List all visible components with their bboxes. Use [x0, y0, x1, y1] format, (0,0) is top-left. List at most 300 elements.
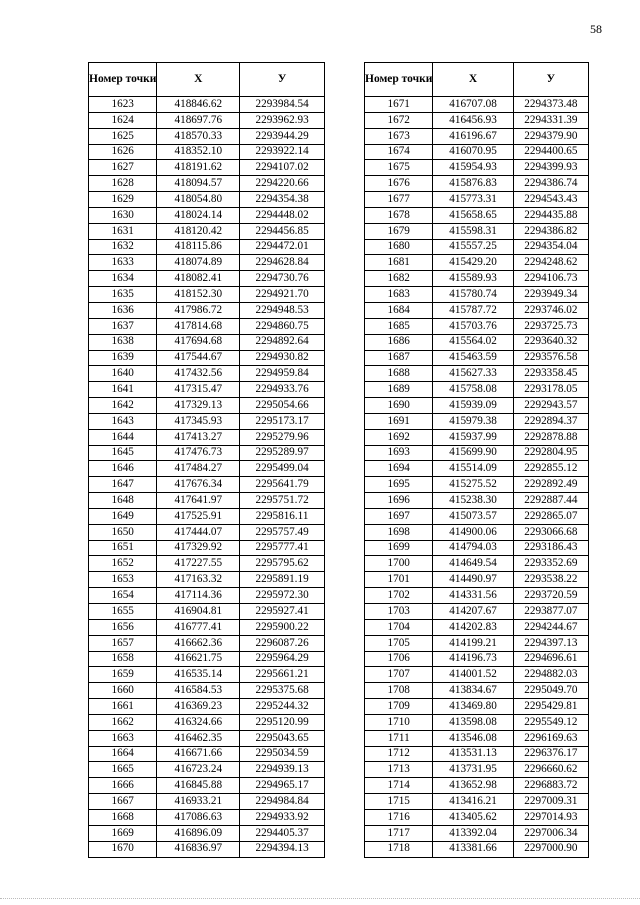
point-number-cell: 1642: [89, 398, 157, 414]
table-row: [365, 572, 589, 588]
y-coordinate-cell: 2294354.38: [240, 192, 325, 208]
y-coordinate-cell: 2295244.32: [240, 699, 325, 715]
table-row: [365, 778, 589, 794]
point-number-cell: 1709: [365, 699, 433, 715]
point-number-cell: 1671: [365, 97, 433, 113]
y-coordinate-cell: 2295049.70: [513, 683, 588, 699]
x-coordinate-cell: 416707.08: [433, 97, 513, 113]
point-number-cell: 1634: [89, 271, 157, 287]
y-coordinate-cell: 2293538.22: [513, 572, 588, 588]
header-x: Х: [157, 63, 240, 97]
x-coordinate-cell: 416070.95: [433, 144, 513, 160]
x-coordinate-cell: 415557.25: [433, 239, 513, 255]
y-coordinate-cell: 2294456.85: [240, 223, 325, 239]
point-number-cell: 1690: [365, 398, 433, 414]
y-coordinate-cell: 2294400.65: [513, 144, 588, 160]
point-number-cell: 1700: [365, 556, 433, 572]
y-coordinate-cell: 2294860.75: [240, 318, 325, 334]
table-row: [365, 651, 589, 667]
y-coordinate-cell: 2294959.84: [240, 366, 325, 382]
point-number-cell: 1683: [365, 287, 433, 303]
y-coordinate-cell: 2295972.30: [240, 588, 325, 604]
table-row: [365, 540, 589, 556]
table-row: [365, 588, 589, 604]
table-row: [89, 604, 325, 620]
x-coordinate-cell: 416324.66: [157, 714, 240, 730]
y-coordinate-cell: 2292943.57: [513, 398, 588, 414]
x-coordinate-cell: 416456.93: [433, 112, 513, 128]
point-number-cell: 1636: [89, 302, 157, 318]
y-coordinate-cell: 2295429.81: [513, 699, 588, 715]
point-number-cell: 1631: [89, 223, 157, 239]
point-number-cell: 1629: [89, 192, 157, 208]
y-coordinate-cell: 2297009.31: [513, 794, 588, 810]
y-coordinate-cell: 2295034.59: [240, 746, 325, 762]
y-coordinate-cell: 2295964.29: [240, 651, 325, 667]
x-coordinate-cell: 415463.59: [433, 350, 513, 366]
point-number-cell: 1667: [89, 794, 157, 810]
x-coordinate-cell: 416584.53: [157, 683, 240, 699]
table-row: [89, 366, 325, 382]
x-coordinate-cell: 413834.67: [433, 683, 513, 699]
table-row: [89, 794, 325, 810]
y-coordinate-cell: 2297000.90: [513, 841, 588, 857]
x-coordinate-cell: 416933.21: [157, 794, 240, 810]
point-number-cell: 1705: [365, 635, 433, 651]
point-number-cell: 1654: [89, 588, 157, 604]
table-row: [89, 160, 325, 176]
table-row: [365, 493, 589, 509]
x-coordinate-cell: 414207.67: [433, 604, 513, 620]
y-coordinate-cell: 2296883.72: [513, 778, 588, 794]
table-row: [89, 809, 325, 825]
x-coordinate-cell: 415954.93: [433, 160, 513, 176]
y-coordinate-cell: 2294696.61: [513, 651, 588, 667]
y-coordinate-cell: 2292894.37: [513, 413, 588, 429]
table-row: [89, 128, 325, 144]
x-coordinate-cell: 417329.92: [157, 540, 240, 556]
table-row: [89, 318, 325, 334]
x-coordinate-cell: 413469.80: [433, 699, 513, 715]
point-number-cell: 1712: [365, 746, 433, 762]
y-coordinate-cell: 2295900.22: [240, 619, 325, 635]
y-coordinate-cell: 2294106.73: [513, 271, 588, 287]
point-number-cell: 1625: [89, 128, 157, 144]
table-row: [365, 619, 589, 635]
x-coordinate-cell: 414649.54: [433, 556, 513, 572]
x-coordinate-cell: 415780.74: [433, 287, 513, 303]
point-number-cell: 1658: [89, 651, 157, 667]
point-number-cell: 1623: [89, 97, 157, 113]
y-coordinate-cell: 2294933.76: [240, 382, 325, 398]
table-row: [89, 588, 325, 604]
point-number-cell: 1673: [365, 128, 433, 144]
point-number-cell: 1681: [365, 255, 433, 271]
y-coordinate-cell: 2296660.62: [513, 762, 588, 778]
table-row: [365, 841, 589, 857]
point-number-cell: 1682: [365, 271, 433, 287]
x-coordinate-cell: 415589.93: [433, 271, 513, 287]
point-number-cell: 1692: [365, 429, 433, 445]
y-coordinate-cell: 2293746.02: [513, 302, 588, 318]
table-row: [89, 207, 325, 223]
point-number-cell: 1714: [365, 778, 433, 794]
point-number-cell: 1643: [89, 413, 157, 429]
table-row: [89, 144, 325, 160]
y-coordinate-cell: 2292887.44: [513, 493, 588, 509]
x-coordinate-cell: 416369.23: [157, 699, 240, 715]
x-coordinate-cell: 415699.90: [433, 445, 513, 461]
table-row: [89, 223, 325, 239]
coordinates-table-right: [364, 62, 589, 858]
table-row: [365, 144, 589, 160]
y-coordinate-cell: 2294220.66: [240, 176, 325, 192]
x-coordinate-cell: 414900.06: [433, 524, 513, 540]
y-coordinate-cell: 2294730.76: [240, 271, 325, 287]
x-coordinate-cell: 417525.91: [157, 508, 240, 524]
x-coordinate-cell: 414331.56: [433, 588, 513, 604]
table-row: [365, 366, 589, 382]
point-number-cell: 1659: [89, 667, 157, 683]
point-number-cell: 1655: [89, 604, 157, 620]
y-coordinate-cell: 2294965.17: [240, 778, 325, 794]
table-row: [89, 651, 325, 667]
x-coordinate-cell: 413405.62: [433, 809, 513, 825]
y-coordinate-cell: 2294354.04: [513, 239, 588, 255]
y-coordinate-cell: 2294331.39: [513, 112, 588, 128]
table-row: [89, 493, 325, 509]
point-number-cell: 1656: [89, 619, 157, 635]
x-coordinate-cell: 413531.13: [433, 746, 513, 762]
page-number: 58: [590, 22, 602, 36]
table-row: [365, 635, 589, 651]
y-coordinate-cell: 2293949.34: [513, 287, 588, 303]
y-coordinate-cell: 2295054.66: [240, 398, 325, 414]
point-number-cell: 1664: [89, 746, 157, 762]
x-coordinate-cell: 413546.08: [433, 730, 513, 746]
y-coordinate-cell: 2294472.01: [240, 239, 325, 255]
table-row: [365, 461, 589, 477]
y-coordinate-cell: 2292865.07: [513, 508, 588, 524]
table-row: [89, 445, 325, 461]
x-coordinate-cell: 415939.09: [433, 398, 513, 414]
y-coordinate-cell: 2294379.90: [513, 128, 588, 144]
table-row: [365, 683, 589, 699]
x-coordinate-cell: 415429.20: [433, 255, 513, 271]
x-coordinate-cell: 417227.55: [157, 556, 240, 572]
y-coordinate-cell: 2295757.49: [240, 524, 325, 540]
table-header-row: [89, 63, 325, 97]
x-coordinate-cell: 415275.52: [433, 477, 513, 493]
table-row: [365, 271, 589, 287]
y-coordinate-cell: 2294397.13: [513, 635, 588, 651]
x-coordinate-cell: 417544.67: [157, 350, 240, 366]
table-row: [89, 778, 325, 794]
point-number-cell: 1684: [365, 302, 433, 318]
x-coordinate-cell: 416896.09: [157, 825, 240, 841]
table-row: [89, 841, 325, 857]
x-coordinate-cell: 417163.32: [157, 572, 240, 588]
table-row: [89, 271, 325, 287]
table-row: [365, 176, 589, 192]
point-number-cell: 1711: [365, 730, 433, 746]
table-row: [365, 239, 589, 255]
x-coordinate-cell: 416535.14: [157, 667, 240, 683]
x-coordinate-cell: 415937.99: [433, 429, 513, 445]
point-number-cell: 1638: [89, 334, 157, 350]
table-header-row: [365, 63, 589, 97]
x-coordinate-cell: 416723.24: [157, 762, 240, 778]
table-row: [365, 318, 589, 334]
table-row: [365, 746, 589, 762]
table-row: [89, 176, 325, 192]
point-number-cell: 1707: [365, 667, 433, 683]
point-number-cell: 1665: [89, 762, 157, 778]
table-row: [89, 556, 325, 572]
table-row: [89, 350, 325, 366]
y-coordinate-cell: 2294386.82: [513, 223, 588, 239]
table-row: [365, 556, 589, 572]
point-number-cell: 1653: [89, 572, 157, 588]
x-coordinate-cell: 415238.30: [433, 493, 513, 509]
table-row: [89, 112, 325, 128]
y-coordinate-cell: 2295120.99: [240, 714, 325, 730]
x-coordinate-cell: 417476.73: [157, 445, 240, 461]
table-row: [89, 524, 325, 540]
table-row: [365, 413, 589, 429]
table-row: [89, 762, 325, 778]
table-row: [365, 445, 589, 461]
y-coordinate-cell: 2294984.84: [240, 794, 325, 810]
y-coordinate-cell: 2295641.79: [240, 477, 325, 493]
y-coordinate-cell: 2294405.37: [240, 825, 325, 841]
table-row: [89, 302, 325, 318]
y-coordinate-cell: 2295173.17: [240, 413, 325, 429]
y-coordinate-cell: 2295661.21: [240, 667, 325, 683]
y-coordinate-cell: 2292878.88: [513, 429, 588, 445]
table-row: [89, 825, 325, 841]
x-coordinate-cell: 418697.76: [157, 112, 240, 128]
x-coordinate-cell: 417315.47: [157, 382, 240, 398]
y-coordinate-cell: 2293984.54: [240, 97, 325, 113]
point-number-cell: 1686: [365, 334, 433, 350]
x-coordinate-cell: 413416.21: [433, 794, 513, 810]
table-row: [89, 699, 325, 715]
point-number-cell: 1663: [89, 730, 157, 746]
x-coordinate-cell: 416904.81: [157, 604, 240, 620]
x-coordinate-cell: 418120.42: [157, 223, 240, 239]
point-number-cell: 1641: [89, 382, 157, 398]
y-coordinate-cell: 2295289.97: [240, 445, 325, 461]
point-number-cell: 1660: [89, 683, 157, 699]
table-row: [89, 540, 325, 556]
x-coordinate-cell: 415658.65: [433, 207, 513, 223]
x-coordinate-cell: 414199.21: [433, 635, 513, 651]
y-coordinate-cell: 2293877.07: [513, 604, 588, 620]
point-number-cell: 1640: [89, 366, 157, 382]
y-coordinate-cell: 2295816.11: [240, 508, 325, 524]
point-number-cell: 1717: [365, 825, 433, 841]
x-coordinate-cell: 417329.13: [157, 398, 240, 414]
point-number-cell: 1708: [365, 683, 433, 699]
x-coordinate-cell: 415773.31: [433, 192, 513, 208]
y-coordinate-cell: 2293944.29: [240, 128, 325, 144]
x-coordinate-cell: 418094.57: [157, 176, 240, 192]
point-number-cell: 1637: [89, 318, 157, 334]
table-row: [365, 730, 589, 746]
header-point-number: Номер точки: [365, 63, 433, 97]
x-coordinate-cell: 415979.38: [433, 413, 513, 429]
y-coordinate-cell: 2294882.03: [513, 667, 588, 683]
table-row: [89, 667, 325, 683]
y-coordinate-cell: 2295549.12: [513, 714, 588, 730]
point-number-cell: 1662: [89, 714, 157, 730]
y-coordinate-cell: 2293922.14: [240, 144, 325, 160]
x-coordinate-cell: 418152.30: [157, 287, 240, 303]
point-number-cell: 1669: [89, 825, 157, 841]
point-number-cell: 1668: [89, 809, 157, 825]
table-row: [365, 160, 589, 176]
y-coordinate-cell: 2293576.58: [513, 350, 588, 366]
point-number-cell: 1670: [89, 841, 157, 857]
x-coordinate-cell: 415876.83: [433, 176, 513, 192]
table-row: [89, 398, 325, 414]
header-y: У: [513, 63, 588, 97]
y-coordinate-cell: 2293720.59: [513, 588, 588, 604]
table-row: [89, 97, 325, 113]
y-coordinate-cell: 2296087.26: [240, 635, 325, 651]
y-coordinate-cell: 2294930.82: [240, 350, 325, 366]
y-coordinate-cell: 2295927.41: [240, 604, 325, 620]
x-coordinate-cell: 418024.14: [157, 207, 240, 223]
y-coordinate-cell: 2294921.70: [240, 287, 325, 303]
table-row: [365, 398, 589, 414]
table-row: [365, 809, 589, 825]
table-row: [365, 699, 589, 715]
point-number-cell: 1644: [89, 429, 157, 445]
x-coordinate-cell: 417444.07: [157, 524, 240, 540]
table-row: [365, 714, 589, 730]
table-row: [365, 794, 589, 810]
y-coordinate-cell: 2295795.62: [240, 556, 325, 572]
point-number-cell: 1630: [89, 207, 157, 223]
table-row: [365, 604, 589, 620]
point-number-cell: 1627: [89, 160, 157, 176]
point-number-cell: 1672: [365, 112, 433, 128]
point-number-cell: 1706: [365, 651, 433, 667]
y-coordinate-cell: 2292855.12: [513, 461, 588, 477]
point-number-cell: 1695: [365, 477, 433, 493]
x-coordinate-cell: 414196.73: [433, 651, 513, 667]
y-coordinate-cell: 2292804.95: [513, 445, 588, 461]
y-coordinate-cell: 2295375.68: [240, 683, 325, 699]
table-row: [365, 302, 589, 318]
y-coordinate-cell: 2293066.68: [513, 524, 588, 540]
header-point-number: Номер точки: [89, 63, 157, 97]
coordinates-table-left: [88, 62, 325, 858]
point-number-cell: 1704: [365, 619, 433, 635]
point-number-cell: 1648: [89, 493, 157, 509]
table-row: [365, 128, 589, 144]
table-row: [365, 350, 589, 366]
x-coordinate-cell: 416462.35: [157, 730, 240, 746]
x-coordinate-cell: 417641.97: [157, 493, 240, 509]
table-row: [89, 239, 325, 255]
y-coordinate-cell: 2294394.13: [240, 841, 325, 857]
x-coordinate-cell: 417676.34: [157, 477, 240, 493]
table-row: [365, 97, 589, 113]
point-number-cell: 1703: [365, 604, 433, 620]
x-coordinate-cell: 417814.68: [157, 318, 240, 334]
point-number-cell: 1699: [365, 540, 433, 556]
x-coordinate-cell: 418352.10: [157, 144, 240, 160]
table-row: [89, 730, 325, 746]
table-row: [89, 619, 325, 635]
y-coordinate-cell: 2294892.64: [240, 334, 325, 350]
table-row: [365, 207, 589, 223]
point-number-cell: 1696: [365, 493, 433, 509]
y-coordinate-cell: 2294448.02: [240, 207, 325, 223]
x-coordinate-cell: 416196.67: [433, 128, 513, 144]
x-coordinate-cell: 418115.86: [157, 239, 240, 255]
point-number-cell: 1626: [89, 144, 157, 160]
point-number-cell: 1679: [365, 223, 433, 239]
table-row: [365, 192, 589, 208]
y-coordinate-cell: 2295043.65: [240, 730, 325, 746]
point-number-cell: 1676: [365, 176, 433, 192]
x-coordinate-cell: 413731.95: [433, 762, 513, 778]
table-row: [89, 287, 325, 303]
y-coordinate-cell: 2296376.17: [513, 746, 588, 762]
x-coordinate-cell: 415564.02: [433, 334, 513, 350]
point-number-cell: 1715: [365, 794, 433, 810]
point-number-cell: 1624: [89, 112, 157, 128]
point-number-cell: 1650: [89, 524, 157, 540]
x-coordinate-cell: 416777.41: [157, 619, 240, 635]
x-coordinate-cell: 413652.98: [433, 778, 513, 794]
x-coordinate-cell: 414490.97: [433, 572, 513, 588]
y-coordinate-cell: 2294435.88: [513, 207, 588, 223]
table-row: [365, 382, 589, 398]
point-number-cell: 1635: [89, 287, 157, 303]
point-number-cell: 1666: [89, 778, 157, 794]
y-coordinate-cell: 2294386.74: [513, 176, 588, 192]
x-coordinate-cell: 417694.68: [157, 334, 240, 350]
y-coordinate-cell: 2296169.63: [513, 730, 588, 746]
x-coordinate-cell: 418191.62: [157, 160, 240, 176]
point-number-cell: 1675: [365, 160, 433, 176]
y-coordinate-cell: 2294933.92: [240, 809, 325, 825]
header-x: Х: [433, 63, 513, 97]
x-coordinate-cell: 417413.27: [157, 429, 240, 445]
point-number-cell: 1710: [365, 714, 433, 730]
x-coordinate-cell: 417432.56: [157, 366, 240, 382]
x-coordinate-cell: 418846.62: [157, 97, 240, 113]
point-number-cell: 1657: [89, 635, 157, 651]
x-coordinate-cell: 413381.66: [433, 841, 513, 857]
point-number-cell: 1688: [365, 366, 433, 382]
x-coordinate-cell: 417345.93: [157, 413, 240, 429]
x-coordinate-cell: 416836.97: [157, 841, 240, 857]
point-number-cell: 1633: [89, 255, 157, 271]
y-coordinate-cell: 2294948.53: [240, 302, 325, 318]
point-number-cell: 1689: [365, 382, 433, 398]
point-number-cell: 1646: [89, 461, 157, 477]
point-number-cell: 1652: [89, 556, 157, 572]
x-coordinate-cell: 415703.76: [433, 318, 513, 334]
y-coordinate-cell: 2293186.43: [513, 540, 588, 556]
y-coordinate-cell: 2295279.96: [240, 429, 325, 445]
